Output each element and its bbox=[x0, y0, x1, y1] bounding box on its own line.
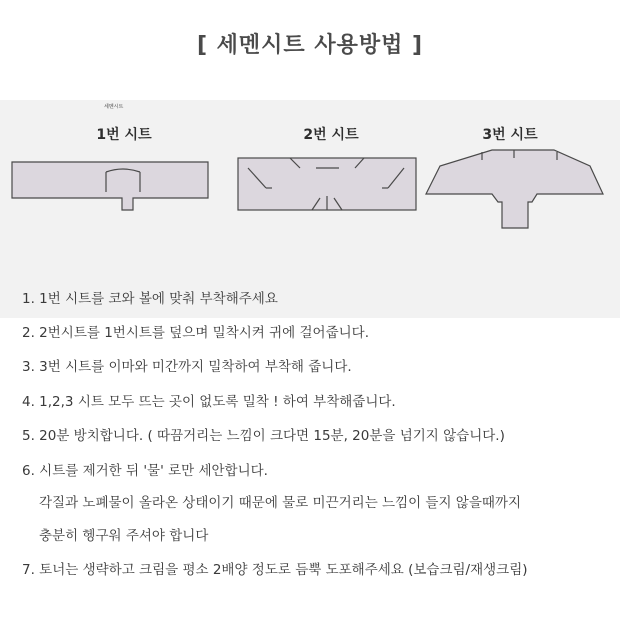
step-7: 7. 토너는 생략하고 크림을 평소 2배양 정도로 듬뿍 도포해주세요 (보습크림/재생크림) bbox=[22, 562, 528, 578]
step-6: 6. 시트를 제거한 뒤 '물' 로만 세안합니다. bbox=[22, 463, 268, 479]
sheet-2-label: 2번 시트 bbox=[303, 127, 359, 143]
sheet-1-label: 1번 시트 bbox=[96, 127, 152, 143]
step-6-detail-2: 충분히 헹구워 주셔야 합니다 bbox=[39, 528, 209, 544]
step-4: 4. 1,2,3 시트 모두 뜨는 곳이 없도록 밀착 ! 하여 부착해줍니다. bbox=[22, 394, 396, 410]
step-2: 2. 2번시트를 1번시트를 덮으며 밀착시켜 귀에 걸어줍니다. bbox=[22, 325, 369, 341]
sheet-1-shape bbox=[12, 162, 208, 210]
step-3: 3. 3번 시트를 이마와 미간까지 밀착하여 부착해 줍니다. bbox=[22, 359, 352, 375]
step-5: 5. 20분 방치합니다. ( 따끔거리는 느낌이 크다면 15분, 20분을 넘기지 않습니다.) bbox=[22, 428, 505, 444]
sheet-diagrams bbox=[0, 140, 620, 240]
sheet-3-label: 3번 시트 bbox=[482, 127, 538, 143]
page-title: [ 세멘시트 사용방법 ] bbox=[196, 33, 424, 58]
tiny-label: 세멘시트 bbox=[104, 104, 124, 110]
step-6-detail-1: 각질과 노폐물이 올라온 상태이기 때문에 물로 미끈거리는 느낌이 들지 않을때까지 bbox=[39, 495, 522, 511]
sheet-3-shape bbox=[426, 150, 603, 228]
step-1: 1. 1번 시트를 코와 볼에 맞춰 부착해주세요 bbox=[22, 291, 278, 307]
